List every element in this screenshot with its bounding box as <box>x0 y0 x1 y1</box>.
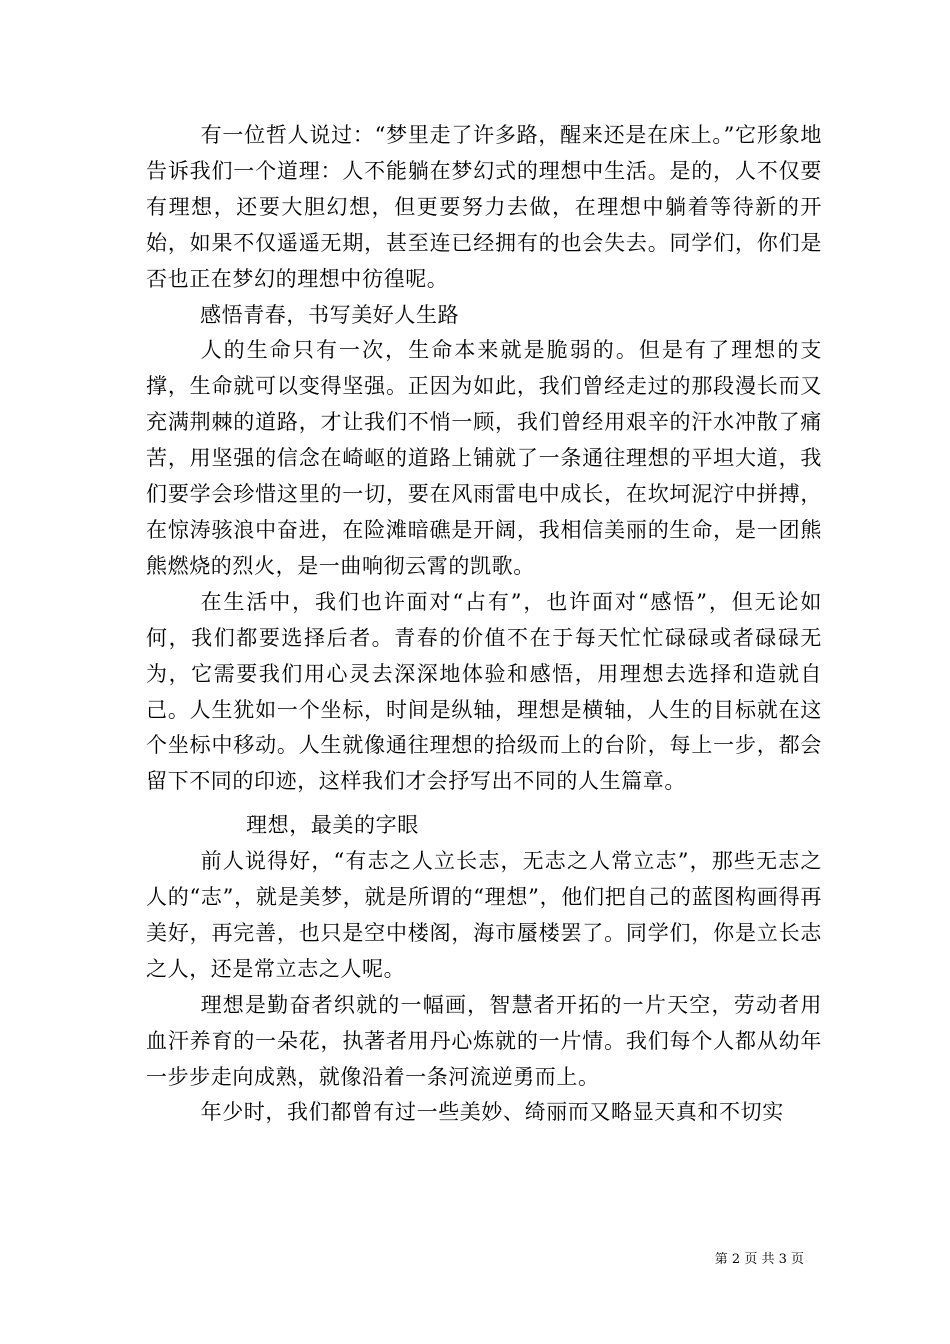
paragraph-1: 有一位哲人说过：“梦里走了许多路，醒来还是在床上。”它形象地告诉我们一个道理：人不能躺在梦幻式的理想中生活。是的，人不仅要有理想，还要大胆幻想，但更要努力去做，在理想中躺着等待新的开始，如果不仅遥遥无期，甚至连已经拥有的也会失去。同学们，你们是否也正在梦幻的理想中彷徨呢。 <box>146 123 822 291</box>
page-number-footer: 第 2 页 共 3 页 <box>714 1252 804 1267</box>
section-heading-ideal: 理想，最美的字眼 <box>246 813 419 838</box>
paragraph-2: 人的生命只有一次，生命本来就是脆弱的。但是有了理想的支撑，生命就可以变得坚强。正因为如此，我们曾经走过的那段漫长而又充满荆棘的道路，才让我们不悄一顾，我们曾经用艰辛的汗水冲散了痛苦，用坚强的信念在崎岖的道路上铺就了一条通往理想的平坦大道，我们要学会珍惜这里的一切，要在风雨雷电中成长，在坎坷泥泞中拼搏，在惊涛骇浪中奋进，在险滩暗礁是开阔，我相信美丽的生命，是一团熊熊燃烧的烈火，是一曲响彻云霄的凯歌。 <box>146 338 822 578</box>
paragraph-5: 理想是勤奋者织就的一幅画，智慧者开拓的一片天空，劳动者用血汗养育的一朵花，执著者用丹心炼就的一片情。我们每个人都从幼年一步步走向成熟，就像沿着一条河流逆勇而上。 <box>146 992 822 1089</box>
paragraph-6: 年少时，我们都曾有过一些美妙、绮丽而又略显天真和不切实 <box>200 1100 784 1125</box>
article-body <box>146 118 822 1131</box>
paragraph-4: 前人说得好，“有志之人立长志，无志之人常立志”，那些无志之人的“志”，就是美梦，就是所谓的“理想”，他们把自己的蓝图构画得再美好，再完善，也只是空中楼阁，海市蜃楼罢了。同学们，你是立长志之人，还是常立志之人呢。 <box>146 849 822 981</box>
paragraph-3: 在生活中，我们也许面对“占有”，也许面对“感悟”，但无论如何，我们都要选择后者。青春的价值不在于每天忙忙碌碌或者碌碌无为，它需要我们用心灵去深深地体验和感悟，用理想去选择和造就自己。人生犹如一个坐标，时间是纵轴，理想是横轴，人生的目标就在这个坐标中移动。人生就像通往理想的拾级而上的台阶，每上一步，都会留下不同的印迹，这样我们才会抒写出不同的人生篇章。 <box>146 589 822 794</box>
section-heading-youth: 感悟青春，书写美好人生路 <box>200 302 460 327</box>
